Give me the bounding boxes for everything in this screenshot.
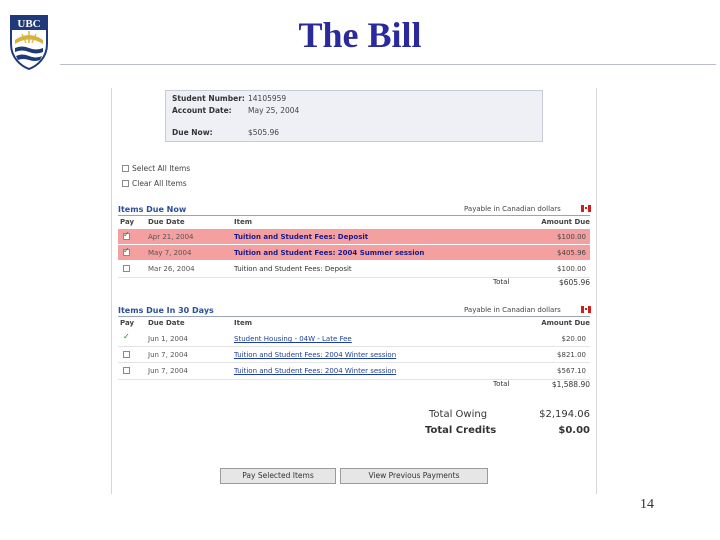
clear-all-label[interactable]: Clear All Items <box>132 179 187 188</box>
total-label: Total <box>493 278 510 286</box>
item-link[interactable]: Student Housing - 04W - Late Fee <box>234 335 352 343</box>
items-due-now-title: Items Due Now <box>118 205 187 214</box>
payable-note: Payable in Canadian dollars <box>464 205 561 213</box>
view-previous-payments-button[interactable]: View Previous Payments <box>340 468 488 484</box>
item-label: Tuition and Student Fees: Deposit <box>234 265 352 273</box>
item-link[interactable]: Tuition and Student Fees: 2004 Summer session <box>234 249 425 257</box>
total-credits-value: $0.00 <box>558 425 590 436</box>
col-pay: Pay <box>120 319 135 327</box>
select-all-label[interactable]: Select All Items <box>132 164 191 173</box>
pay-selected-button[interactable]: Pay Selected Items <box>220 468 336 484</box>
items-due-30-title: Items Due In 30 Days <box>118 306 214 315</box>
amount-due: $567.10 <box>557 367 586 375</box>
table-row <box>118 245 590 260</box>
col-pay: Pay <box>120 218 135 226</box>
table-row <box>118 261 590 276</box>
title-divider <box>60 64 716 65</box>
due-date: Jun 1, 2004 <box>148 335 188 343</box>
table-row <box>118 347 590 362</box>
clear-all-checkbox[interactable] <box>122 180 129 187</box>
table-row <box>118 229 590 244</box>
slide-title: The Bill <box>298 15 422 55</box>
table-row <box>118 363 590 378</box>
due-date: Jun 7, 2004 <box>148 351 188 359</box>
total-credits-label: Total Credits <box>425 425 497 436</box>
item-link[interactable]: Tuition and Student Fees: 2004 Winter session <box>234 351 397 359</box>
svg-text:UBC: UBC <box>17 18 41 30</box>
due-now-label: Due Now: <box>172 128 213 137</box>
col-due-date: Due Date <box>148 319 185 327</box>
due-date: May 7, 2004 <box>148 249 192 257</box>
total-value: $1,588.90 <box>551 380 590 389</box>
account-summary-box <box>165 90 543 142</box>
amount-due: $20.00 <box>561 335 586 343</box>
due-now-value: $505.96 <box>248 128 280 137</box>
pay-checkbox[interactable] <box>123 249 130 256</box>
col-item: Item <box>234 218 252 226</box>
amount-due: $821.00 <box>557 351 586 359</box>
page-number: 14 <box>640 497 654 512</box>
total-value: $605.96 <box>558 278 590 287</box>
pay-checkbox[interactable] <box>123 233 130 240</box>
item-link[interactable]: Tuition and Student Fees: 2004 Winter session <box>234 367 397 375</box>
pay-checkbox[interactable] <box>123 351 130 358</box>
total-owing-label: Total Owing <box>429 409 488 420</box>
section-divider <box>118 215 590 216</box>
bill-screenshot <box>111 88 597 494</box>
total-owing-value: $2,194.06 <box>539 409 590 420</box>
due-date: Mar 26, 2004 <box>148 265 195 273</box>
payable-note: Payable in Canadian dollars <box>464 306 561 314</box>
pay-checkbox[interactable] <box>123 335 130 342</box>
col-due-date: Due Date <box>148 218 185 226</box>
amount-due: $405.96 <box>557 249 586 257</box>
pay-checkbox[interactable] <box>123 367 130 374</box>
student-number-value: 14105959 <box>248 94 287 103</box>
due-date: Apr 21, 2004 <box>148 233 194 241</box>
canada-flag-icon <box>581 205 591 212</box>
col-amount: Amount Due <box>541 319 590 327</box>
section-divider <box>118 316 590 317</box>
col-item: Item <box>234 319 252 327</box>
pay-checkbox[interactable] <box>123 265 130 272</box>
student-number-label: Student Number: <box>172 94 245 103</box>
due-date: Jun 7, 2004 <box>148 367 188 375</box>
row-divider <box>118 277 590 278</box>
canada-flag-icon <box>581 306 591 313</box>
amount-due: $100.00 <box>557 265 586 273</box>
total-label: Total <box>493 380 510 388</box>
select-all-checkbox[interactable] <box>122 165 129 172</box>
account-date-value: May 25, 2004 <box>248 106 300 115</box>
amount-due: $100.00 <box>557 233 586 241</box>
item-link[interactable]: Tuition and Student Fees: Deposit <box>234 233 369 241</box>
account-date-label: Account Date: <box>172 106 232 115</box>
table-row <box>118 331 590 346</box>
row-divider <box>118 379 590 380</box>
col-amount: Amount Due <box>541 218 590 226</box>
